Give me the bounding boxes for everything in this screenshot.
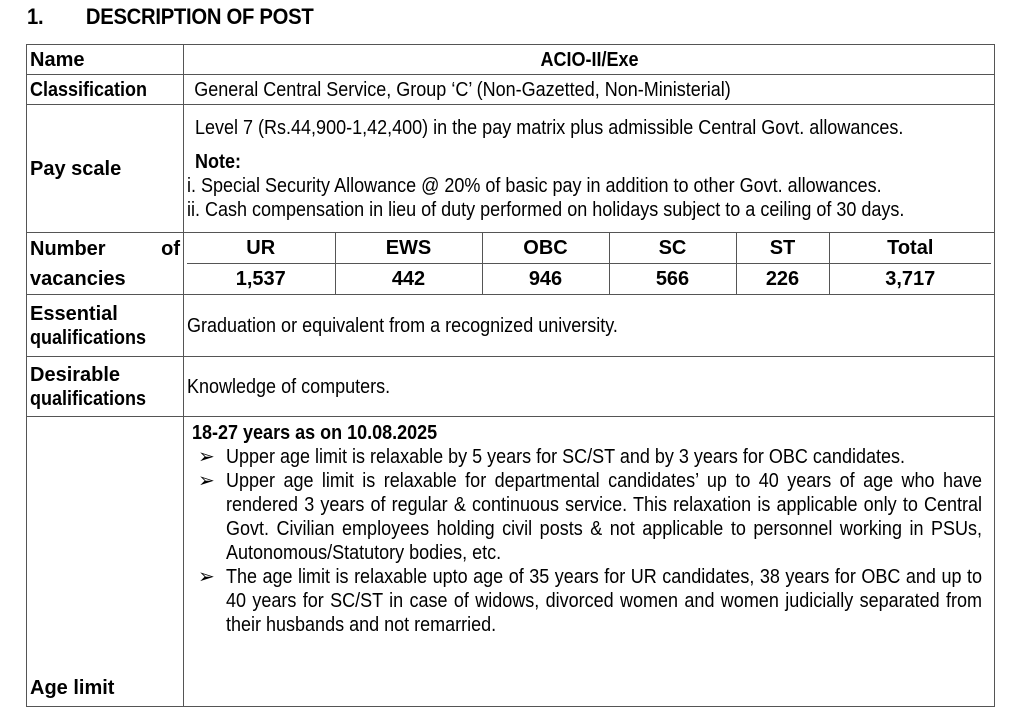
list-item: ➢ Upper age limit is relaxable by 5 years for SC/ST and by 3 years for OBC candidates. bbox=[198, 446, 905, 468]
arrow-bullet-icon: ➢ bbox=[198, 470, 215, 492]
section-heading bbox=[27, 4, 313, 30]
section-title: DESCRIPTION OF POST bbox=[85, 4, 314, 29]
classification-label: Classification bbox=[27, 75, 184, 105]
row-name bbox=[27, 45, 995, 75]
age-limit-headline: 18-27 years as on 10.08.2025 bbox=[192, 422, 438, 444]
vacancy-value: 1,537 bbox=[187, 264, 335, 295]
row-classification bbox=[27, 75, 995, 105]
age-relaxation-list bbox=[192, 445, 991, 637]
essential-value: Graduation or equivalent from a recognized university. bbox=[184, 295, 995, 357]
row-vacancies bbox=[27, 233, 995, 295]
vacancies-header-row bbox=[187, 233, 991, 264]
vacancies-value-row bbox=[187, 264, 991, 295]
row-age-limit bbox=[27, 417, 995, 707]
note-title: Note: bbox=[195, 150, 241, 173]
pay-scale-value bbox=[184, 105, 995, 233]
vacancy-header: EWS bbox=[335, 233, 482, 264]
row-pay-scale bbox=[27, 105, 995, 233]
post-description-table bbox=[26, 44, 995, 707]
arrow-bullet-icon: ➢ bbox=[198, 566, 215, 588]
section-number: 1. bbox=[27, 4, 44, 29]
vacancy-value: 442 bbox=[335, 264, 482, 295]
vacancy-header: ST bbox=[736, 233, 829, 264]
arrow-bullet-icon: ➢ bbox=[198, 446, 215, 468]
vacancy-header: OBC bbox=[482, 233, 609, 264]
vacancy-header: Total bbox=[829, 233, 991, 264]
vacancies-grid bbox=[187, 233, 991, 294]
vacancies-label: Number of vacancies bbox=[27, 233, 184, 295]
essential-label: Essential qualifications bbox=[27, 295, 184, 357]
vacancy-value: 226 bbox=[736, 264, 829, 295]
name-label: Name bbox=[27, 45, 184, 75]
vacancies-grid-cell bbox=[184, 233, 995, 295]
vacancy-header: UR bbox=[187, 233, 335, 264]
vacancy-header: SC bbox=[609, 233, 736, 264]
pay-level-text: Level 7 (Rs.44,900-1,42,400) in the pay matrix plus admissible Central Govt. allowances. bbox=[195, 116, 904, 139]
vacancy-value: 946 bbox=[482, 264, 609, 295]
desirable-value: Knowledge of computers. bbox=[184, 357, 995, 417]
pay-scale-label: Pay scale bbox=[27, 105, 184, 233]
row-essential-qualifications bbox=[27, 295, 995, 357]
vacancy-value: 3,717 bbox=[829, 264, 991, 295]
note-item-2: ii. Cash compensation in lieu of duty performed on holidays subject to a ceiling of 30 days. bbox=[187, 198, 905, 221]
age-limit-label: Age limit bbox=[27, 417, 184, 707]
desirable-label: Desirable qualifications bbox=[27, 357, 184, 417]
row-desirable-qualifications bbox=[27, 357, 995, 417]
name-value: ACIO-II/Exe bbox=[184, 45, 995, 75]
list-item: ➢ The age limit is relaxable upto age of 35 years for UR candidates, 38 years for OBC and up to 40 years for SC/ST in case of widows, divorced women and women judicially separated from their husbands and not remarried. bbox=[198, 566, 982, 636]
note-item-1: i. Special Security Allowance @ 20% of basic pay in addition to other Govt. allowances. bbox=[187, 174, 882, 197]
age-limit-value bbox=[184, 417, 995, 707]
classification-value: General Central Service, Group ‘C’ (Non-Gazetted, Non-Ministerial) bbox=[184, 75, 995, 105]
list-item: ➢ Upper age limit is relaxable for departmental candidates’ up to 40 years of age who have rendered 3 years of regular & continuous service. This relaxation is applicable only to Central Govt. Civilian employees holding civil posts & not applicable to personnel working in PSUs, Autonomous/Statutory bodies, etc. bbox=[198, 470, 982, 564]
vacancy-value: 566 bbox=[609, 264, 736, 295]
